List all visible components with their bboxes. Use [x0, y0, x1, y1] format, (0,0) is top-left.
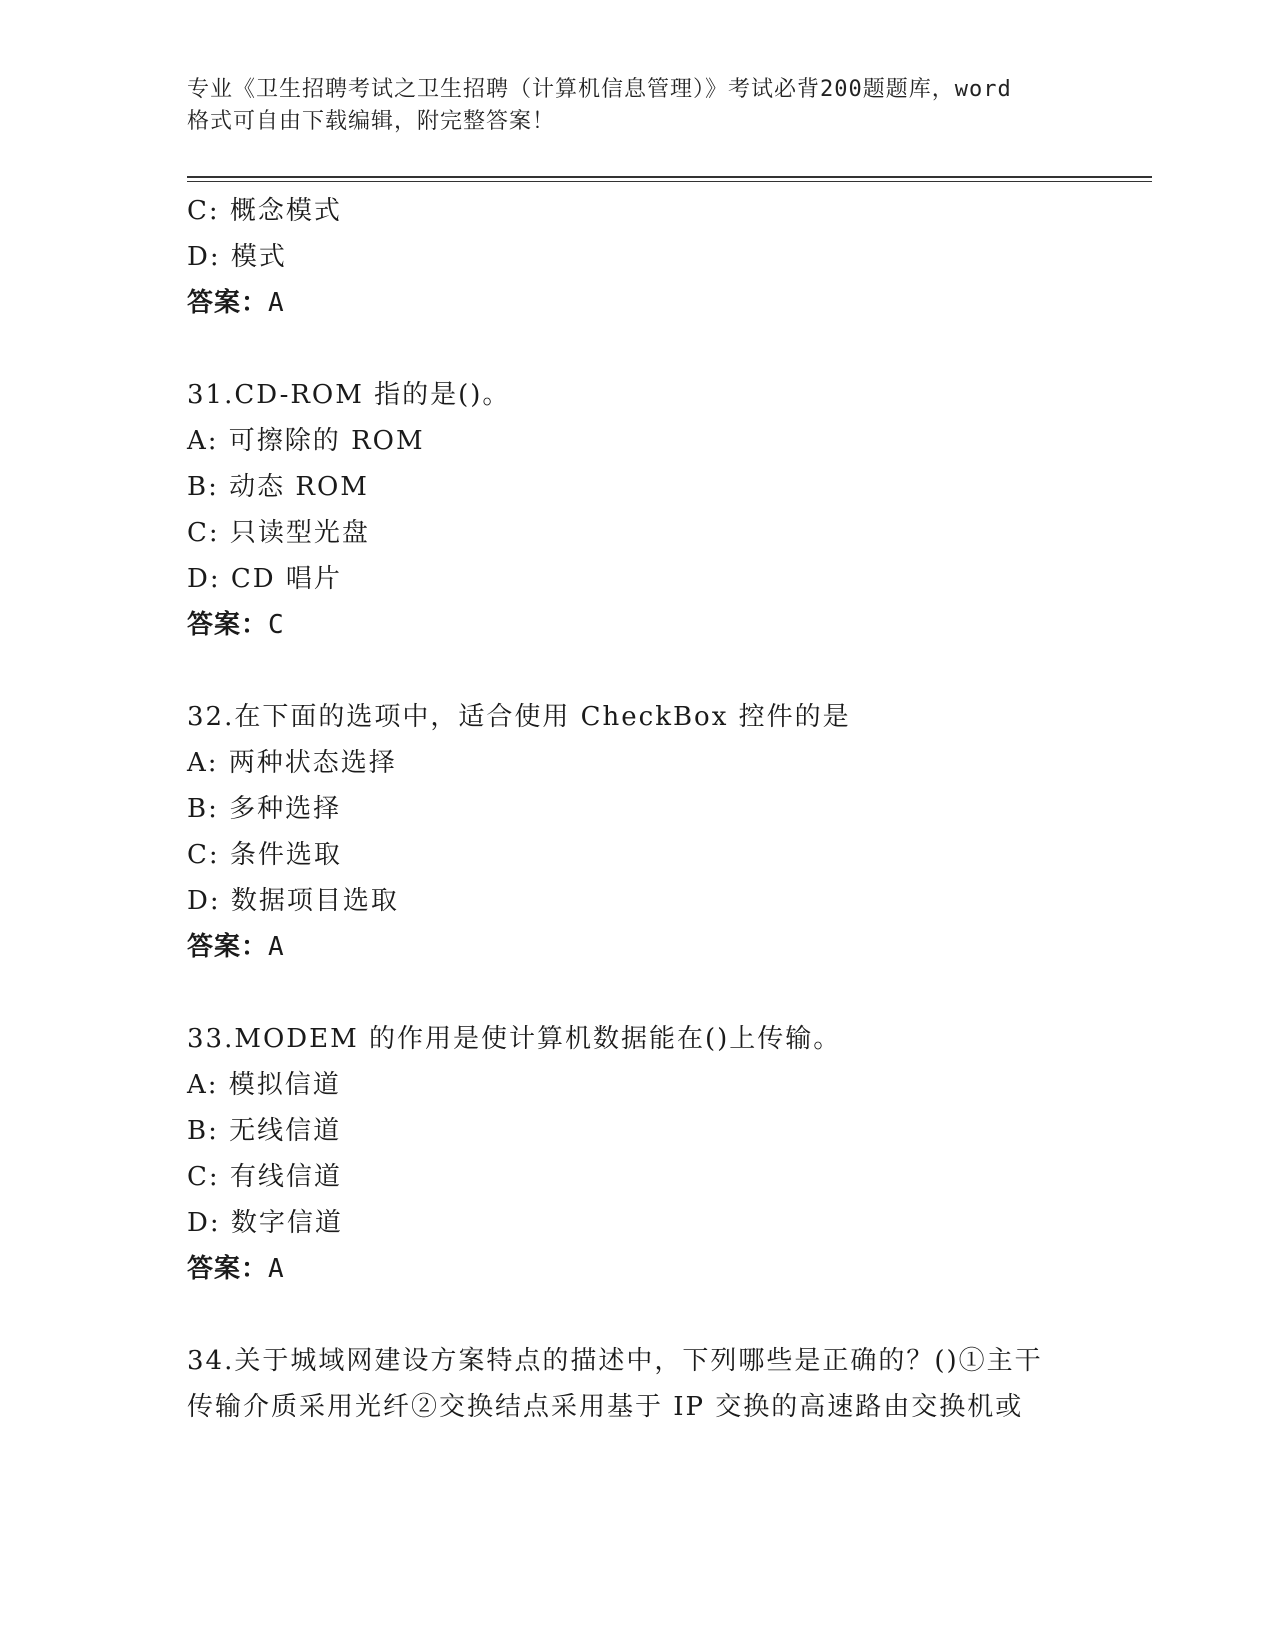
option-d: D: 数据项目选取 — [187, 886, 399, 916]
question-text: 32.在下面的选项中，适合使用 CheckBox 控件的是 — [187, 702, 851, 732]
option-b: B: 无线信道 — [187, 1116, 342, 1146]
option-c: C: 有线信道 — [187, 1162, 342, 1192]
answer-value: A — [268, 1254, 285, 1284]
option-a: A: 模拟信道 — [187, 1070, 341, 1100]
option-d: D: 模式 — [187, 242, 287, 272]
answer-label: 答案： — [187, 610, 269, 640]
answer-label: 答案： — [187, 932, 269, 962]
question-text: 31.CD-ROM 指的是()。 — [187, 380, 511, 410]
option-b: B: 多种选择 — [187, 794, 342, 824]
page-header — [187, 74, 1087, 138]
option-a: A: 可擦除的 ROM — [187, 426, 425, 456]
option-c: C: 条件选取 — [187, 840, 342, 870]
answer-label: 答案： — [187, 288, 269, 318]
question-text: 33.MODEM 的作用是使计算机数据能在()上传输。 — [187, 1024, 842, 1054]
answer-line — [187, 1246, 1147, 1292]
option-d: D: 数字信道 — [187, 1208, 343, 1238]
answer-label: 答案： — [187, 1254, 269, 1284]
question-list — [187, 188, 1147, 1430]
option-b: B: 动态 ROM — [187, 472, 369, 502]
question-text-line-2: 传输介质采用光纤②交换结点采用基于 IP 交换的高速路由交换机或 — [187, 1392, 1024, 1422]
answer-value: A — [268, 288, 285, 318]
answer-line — [187, 602, 1147, 648]
header-line-1: 专业《卫生招聘考试之卫生招聘（计算机信息管理）》考试必背200题题库，word — [187, 77, 1012, 102]
answer-line — [187, 280, 1147, 326]
answer-value: A — [268, 932, 285, 962]
option-c: C: 概念模式 — [187, 196, 342, 226]
option-d: D: CD 唱片 — [187, 564, 342, 594]
question-34 — [187, 1338, 1147, 1430]
option-c: C: 只读型光盘 — [187, 518, 370, 548]
option-a: A: 两种状态选择 — [187, 748, 397, 778]
question-31 — [187, 372, 1147, 648]
prev-question-block — [187, 188, 1147, 326]
header-line-2: 格式可自由下载编辑，附完整答案！ — [187, 109, 556, 134]
question-text-line-1: 34.关于城域网建设方案特点的描述中，下列哪些是正确的？()①主干 — [187, 1346, 1043, 1376]
header-divider-thin — [187, 181, 1152, 182]
question-33 — [187, 1016, 1147, 1292]
answer-line — [187, 924, 1147, 970]
header-divider-thick — [187, 176, 1152, 178]
answer-value: C — [268, 610, 285, 640]
question-32 — [187, 694, 1147, 970]
